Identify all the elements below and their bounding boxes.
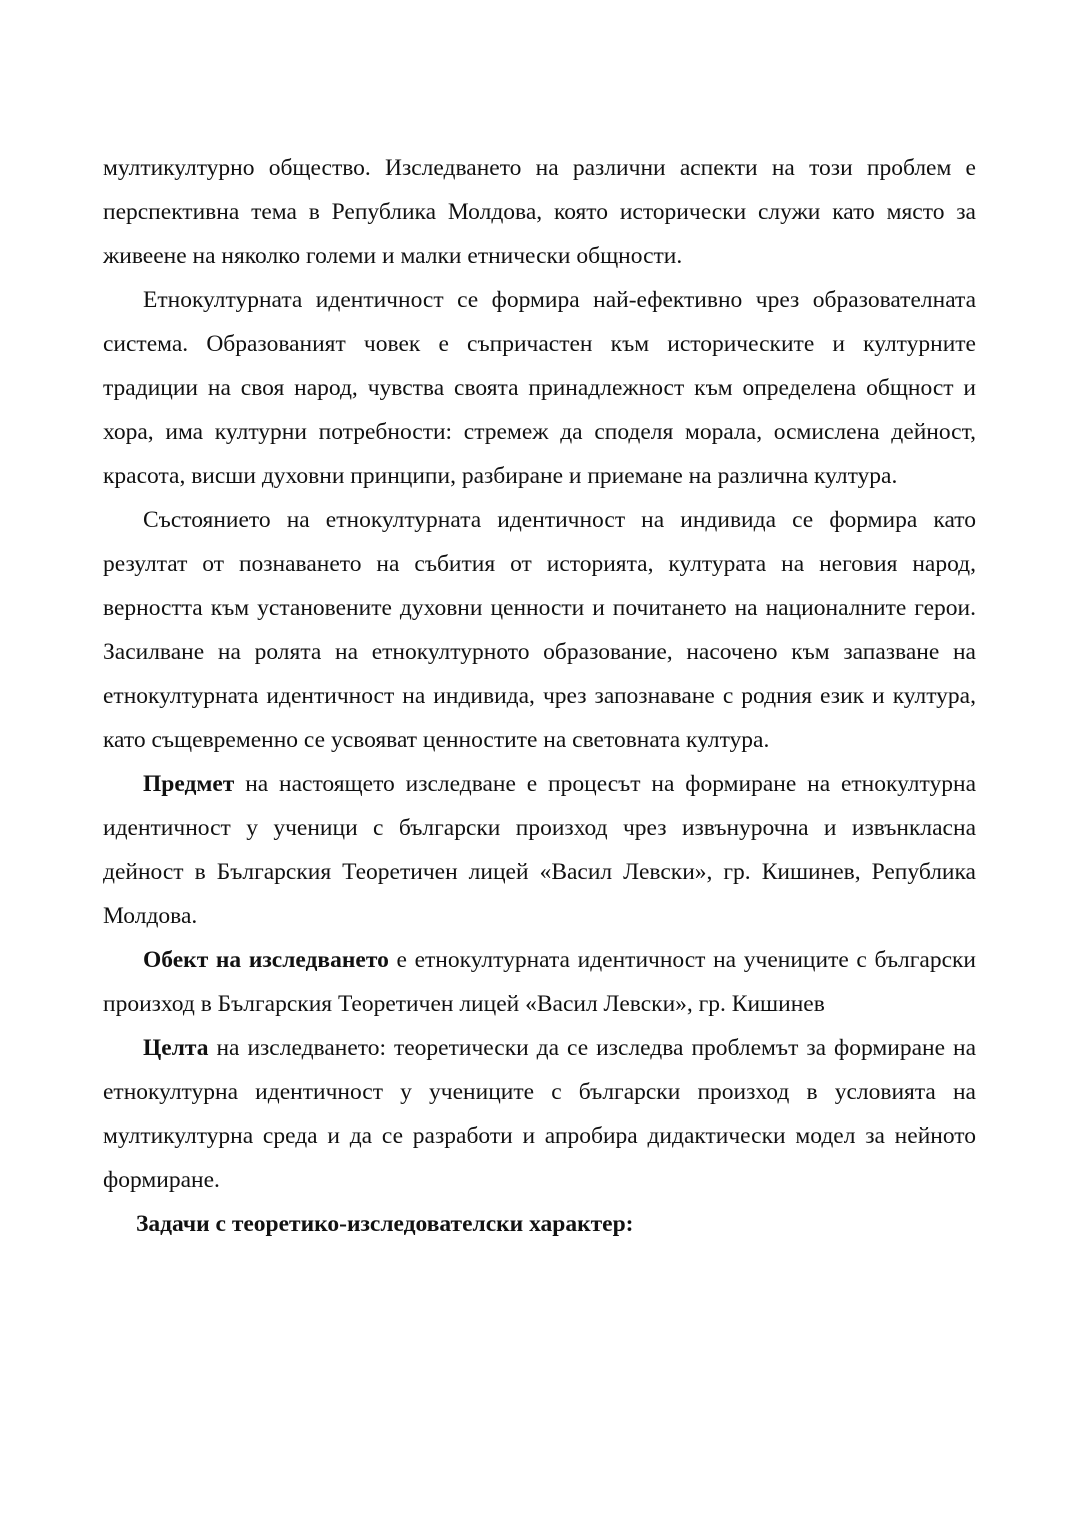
goal-label: Целта	[143, 1035, 209, 1061]
paragraph-text: на изследването: теоретически да се изследва проблемът за формиране на етнокултурна идентичност у учениците с български произход в условията на мултикултурна среда и да се разработи и апробира дидактически модел за нейното формиране.	[103, 1035, 976, 1193]
paragraph-intro-continuation	[103, 146, 976, 278]
paragraph-research-object	[103, 938, 976, 1026]
paragraph-text: Етнокултурната идентичност се формира най-ефективно чрез образователната система. Образованият човек е съпричастен към историческите и културните традиции на своя народ, чувства своята принадлежност към определена общност и хора, има културни потребности: стремеж да споделя морала, осмислена дейност, красота, висши духовни принципи, разбиране и приемане на различна култура.	[103, 287, 976, 489]
paragraph-research-goal	[103, 1026, 976, 1202]
object-label: Обект на изследването	[143, 947, 389, 973]
paragraph-text: е етнокултурната идентичност на учениците с български произход в Българския Теоретичен лицей «Васил Левски», гр. Кишинев	[103, 947, 976, 1017]
paragraph-text: на настоящето изследване е процесът на формиране на етнокултурна идентичност у ученици с български произход чрез извънурочна и извънкласна дейност в Българския Теоретичен лицей «Васил Левски», гр. Кишинев, Република Молдова.	[103, 771, 976, 929]
section-heading-tasks: Задачи с теоретико-изследователски характер:	[136, 1211, 634, 1237]
subject-label: Предмет	[143, 771, 235, 797]
document-page	[103, 146, 976, 1246]
paragraph-ethnocultural-identity-education	[103, 278, 976, 498]
paragraph-ethnocultural-identity-state	[103, 498, 976, 762]
paragraph-research-subject	[103, 762, 976, 938]
paragraph-text: Състоянието на етнокултурната идентичност на индивида се формира като резултат от познаването на събития от историята, културата на неговия народ, верността към установените духовни ценности и почитането на националните герои. Засилване на ролята на етнокултурното образование, насочено към запазване на етнокултурната идентичност на индивида, чрез запознаване с родния език и култура, като същевременно се усвояват ценностите на световната култура.	[103, 507, 976, 753]
paragraph-text: мултикултурно общество. Изследването на различни аспекти на този проблем е перспективна тема в Република Молдова, която исторически служи като място за живеене на няколко големи и малки етнически общности.	[103, 155, 976, 269]
